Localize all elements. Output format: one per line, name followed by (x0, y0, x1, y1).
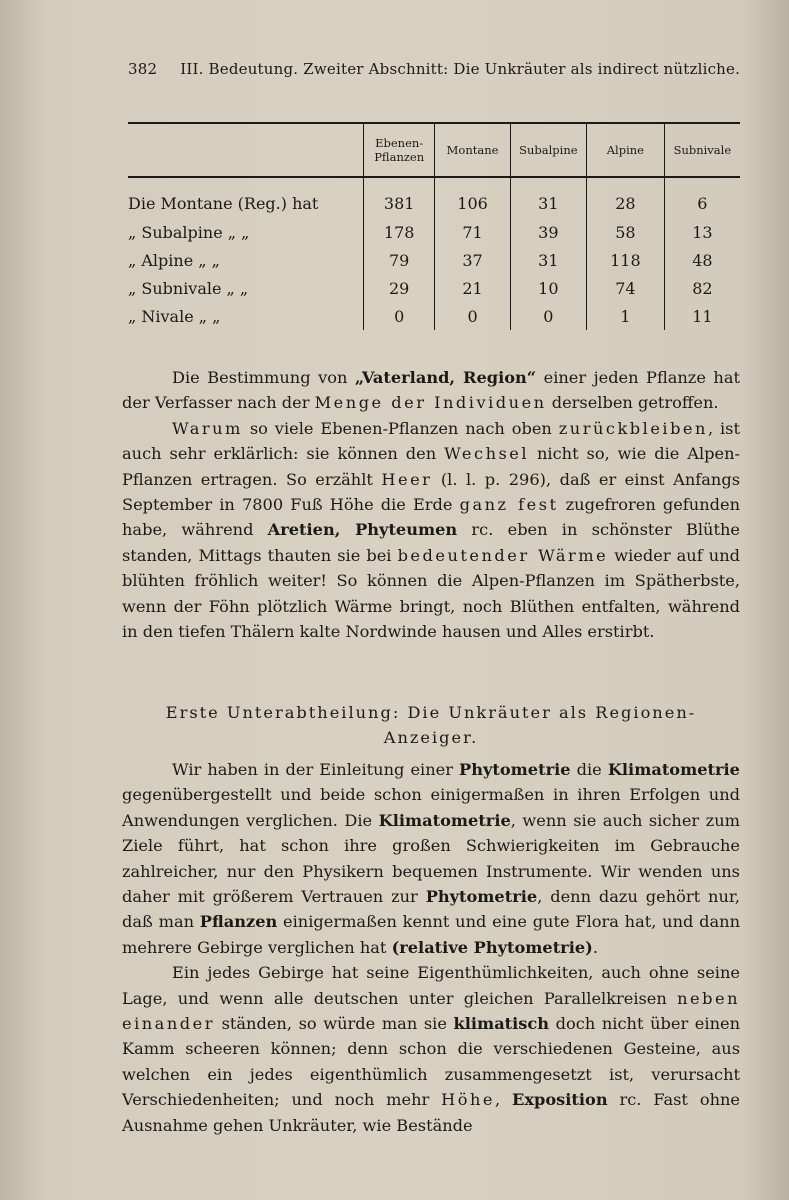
text-run: . (592, 937, 598, 957)
table-row (128, 274, 740, 302)
emphasis-spaced: neben einander (122, 988, 740, 1034)
emphasis-bold: „Vaterland, Region“ (354, 368, 537, 387)
text-run: rc. eben in schönster Blüthe standen, Mittags thauten sie bei (122, 520, 740, 565)
table-cell: 10 (510, 274, 586, 302)
table-cell: 28 (587, 177, 665, 218)
column-header: Subalpine (510, 123, 586, 177)
emphasis-spaced: Wechsel (444, 444, 530, 464)
text-run: doch nicht über einen Kamm scheeren können; denn schon die verschiedenen Gesteine, aus welchen ein jedes eigenthümlich zusammengesetzt ist, verursacht Verschiedenheiten; und noch mehr (122, 1014, 740, 1110)
regions-table (128, 122, 740, 330)
text-run: rc. Fast ohne Ausnahme gehen Unkräuter, wie Bestände (122, 1090, 740, 1135)
table-row (128, 302, 740, 330)
running-title: III. Bedeutung. Zweiter Abschnitt: Die Unkräuter als indirect nützliche. (180, 60, 741, 78)
paragraph-gebirge (122, 960, 740, 1138)
row-label: Die Montane (Reg.) hat (128, 193, 319, 213)
table-cell: 48 (664, 246, 740, 274)
table-cell: 106 (435, 177, 510, 218)
emphasis-spaced: ganz fest (459, 495, 559, 515)
column-header: Montane (435, 123, 510, 177)
table-cell: 0 (435, 302, 510, 330)
text-run: , ist auch sehr erklärlich: sie können den (122, 418, 740, 464)
emphasis-spaced: Menge der Individuen (314, 393, 547, 413)
text-run: , denn dazu gehört nur, daß man (122, 887, 740, 932)
emphasis-bold: Exposition (512, 1090, 608, 1110)
table-cell: 0 (363, 302, 435, 330)
text-run: wieder auf und blühten fröhlich weiter! So können die Alpen-Pflanzen im Spätherbste, wenn der Föhn plötzlich Wärme bringt, noch Blüthen entfalten, während in den tiefen Thälern kalte Nordwinde hausen und Alles erstirbt. (122, 545, 740, 642)
emphasis-spaced: Heer (381, 469, 433, 489)
emphasis-bold: klimatisch (453, 1014, 550, 1034)
section-heading: Erste Unterabtheilung: Die Unkräuter als Regionen-Anzeiger. (165, 703, 697, 747)
text-run: nicht so, wie die Alpen-Pflanzen ertragen. So erzählt (122, 444, 741, 489)
page-number: 382 (128, 60, 158, 78)
row-label: „ Subalpine „ „ (128, 222, 250, 242)
text-run: zugefroren gefunden habe, während (122, 495, 740, 540)
text-run: (l. l. p. 296), daß er einst Anfangs September in 7800 Fuß Höhe die Erde (122, 469, 741, 515)
text-run: , wenn sie auch sicher zum Ziele führt, hat schon ihre großen Schwierigkeiten im Gebrauche zahlreicher, nur den Physikern bequemen Instrumente. Wir wenden uns daher mit größerem Vertrauen zur (122, 810, 740, 907)
table-cell: 6 (664, 177, 740, 218)
emphasis-spaced: Höhe (441, 1090, 495, 1110)
paragraph-phytometrie (122, 757, 740, 960)
emphasis-bold: Klimatometrie (607, 760, 740, 779)
table-cell: 37 (435, 246, 510, 274)
table-cell: 178 (363, 218, 435, 246)
table-cell: 82 (664, 274, 740, 302)
column-header: Ebenen-Pflanzen (363, 123, 435, 177)
column-header: Subnivale (664, 123, 740, 177)
table-cell: 31 (510, 177, 586, 218)
body-text-upper (122, 365, 740, 644)
paragraph-vaterland (122, 365, 740, 416)
table-corner-cell (128, 123, 363, 177)
text-run: , (495, 1090, 513, 1110)
table-cell: 13 (664, 218, 740, 246)
text-run: die (570, 760, 608, 779)
text-run: einer jeden Pflanze hat der Verfasser nach der (122, 368, 740, 413)
column-header: Alpine (587, 123, 665, 177)
text-run: Die Bestimmung von (172, 368, 355, 387)
emphasis-spaced: Warum (172, 418, 243, 438)
text-run: Wir haben in der Einleitung einer (172, 760, 460, 779)
table-row (128, 218, 740, 246)
row-label: „ Alpine „ „ (128, 250, 220, 270)
text-run: Ein jedes Gebirge hat seine Eigenthümlichkeiten, auch ohne seine Lage, und wenn alle deutschen unter gleichen Parallelkreisen (122, 963, 740, 1008)
table-cell: 381 (363, 177, 435, 218)
emphasis-bold: Pflanzen (199, 912, 278, 932)
table-cell: 1 (587, 302, 665, 330)
text-run: so viele Ebenen-Pflanzen nach oben (242, 418, 559, 438)
table-cell: 21 (435, 274, 510, 302)
table-cell: 11 (664, 302, 740, 330)
text-run: derselben getroffen. (546, 393, 719, 413)
table-row (128, 246, 740, 274)
emphasis-bold: Klimatometrie (378, 810, 511, 830)
table-cell: 79 (363, 246, 435, 274)
row-label: „ Subnivale „ „ (128, 278, 249, 298)
table-cell: 31 (510, 246, 586, 274)
emphasis-bold: Phytometrie (425, 887, 538, 907)
text-run: gegenübergestellt und beide schon einigermaßen in ihren Erfolgen und Anwendungen verglichen. Die (122, 785, 740, 830)
table-header-row (128, 123, 740, 177)
table-cell: 118 (587, 246, 665, 274)
emphasis-bold: (relative Phytometrie) (391, 937, 593, 957)
table-cell: 58 (587, 218, 665, 246)
row-label: „ Nivale „ „ (128, 306, 221, 326)
table-cell: 39 (510, 218, 586, 246)
paragraph-warum (122, 416, 740, 645)
table-cell: 29 (363, 274, 435, 302)
emphasis-bold: Phytometrie (459, 760, 571, 779)
emphasis-bold: Aretien, Phyteumen (267, 520, 458, 540)
text-run: einigermaßen kennt und eine gute Flora hat, und dann mehrere Gebirge verglichen hat (122, 912, 740, 957)
table-cell: 0 (510, 302, 586, 330)
table-cell: 71 (435, 218, 510, 246)
emphasis-spaced: bedeutender Wärme (397, 545, 609, 565)
table-cell: 74 (587, 274, 665, 302)
emphasis-spaced: zurückbleiben (558, 418, 708, 438)
running-header (128, 60, 741, 78)
text-run: ständen, so würde man sie (214, 1014, 454, 1034)
body-text-lower (122, 757, 740, 1138)
table-row (128, 177, 740, 218)
